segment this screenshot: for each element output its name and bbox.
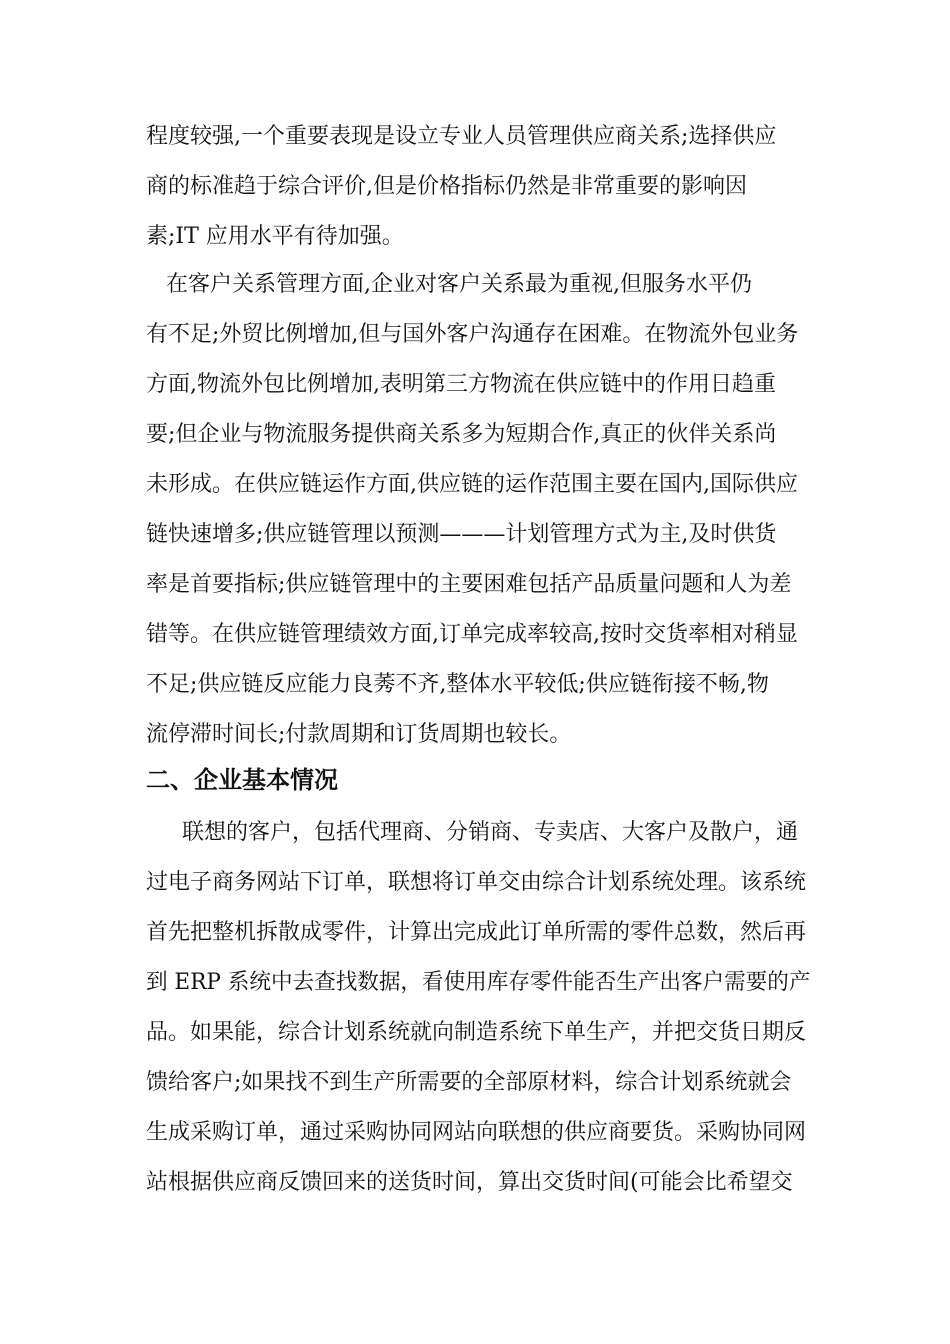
paragraph-line: 馈给客户;如果找不到生产所需要的全部原材料，综合计划系统就会 <box>146 1070 792 1095</box>
paragraph-line: 要;但企业与物流服务提供商关系多为短期合作,真正的伙伴关系尚 <box>146 422 777 447</box>
paragraph-line: 首先把整机拆散成零件，计算出完成此订单所需的零件总数，然后再 <box>146 920 807 945</box>
paragraph-1 <box>146 122 810 272</box>
paragraph-line: 品。如果能，综合计划系统就向制造系统下单生产，并把交货日期反 <box>146 1020 807 1045</box>
paragraph-line: 未形成。在供应链运作方面,供应链的运作范围主要在国内,国际供应 <box>146 472 798 497</box>
paragraph-line: 到 ERP 系统中去查找数据，看使用库存零件能否生产出客户需要的产 <box>146 970 811 995</box>
paragraph-line: 过电子商务网站下订单，联想将订单交由综合计划系统处理。该系统 <box>146 870 807 895</box>
paragraph-line: 程度较强,一个重要表现是设立专业人员管理供应商关系;选择供应 <box>146 124 777 149</box>
section-heading: 二、企业基本情况 <box>146 766 338 794</box>
paragraph-line: 有不足;外贸比例增加,但与国外客户沟通存在困难。在物流外包业务 <box>146 322 799 347</box>
paragraph-line: 不足;供应链反应能力良莠不齐,整体水平较低;供应链衔接不畅,物 <box>146 672 769 697</box>
paragraph-line: 生成采购订单，通过采购协同网站向联想的供应商要货。采购协同网 <box>146 1120 807 1145</box>
paragraph-line: 链快速增多;供应链管理以预测———计划管理方式为主,及时供货 <box>146 522 777 547</box>
paragraph-line: 方面,物流外包比例增加,表明第三方物流在供应链中的作用日趋重 <box>146 372 776 397</box>
paragraph-line: 流停滞时间长;付款周期和订货周期也较长。 <box>146 722 572 747</box>
paragraph-line: 联想的客户，包括代理商、分销商、专卖店、大客户及散户，通 <box>182 820 799 845</box>
paragraph-line: 率是首要指标;供应链管理中的主要困难包括产品质量问题和人为差 <box>146 572 792 597</box>
paragraph-line: 错等。在供应链管理绩效方面,订单完成率较高,按时交货率相对稍显 <box>146 622 798 647</box>
paragraph-line: 商的标准趋于综合评价,但是价格指标仍然是非常重要的影响因 <box>146 174 747 199</box>
paragraph-line: 素;IT 应用水平有待加强。 <box>146 224 404 249</box>
paragraph-line: 在客户关系管理方面,企业对客户关系最为重视,但服务水平仍 <box>166 272 752 297</box>
paragraph-2 <box>146 270 810 750</box>
paragraph-3 <box>146 818 810 1218</box>
paragraph-line: 站根据供应商反馈回来的送货时间，算出交货时间(可能会比希望交 <box>146 1170 793 1195</box>
